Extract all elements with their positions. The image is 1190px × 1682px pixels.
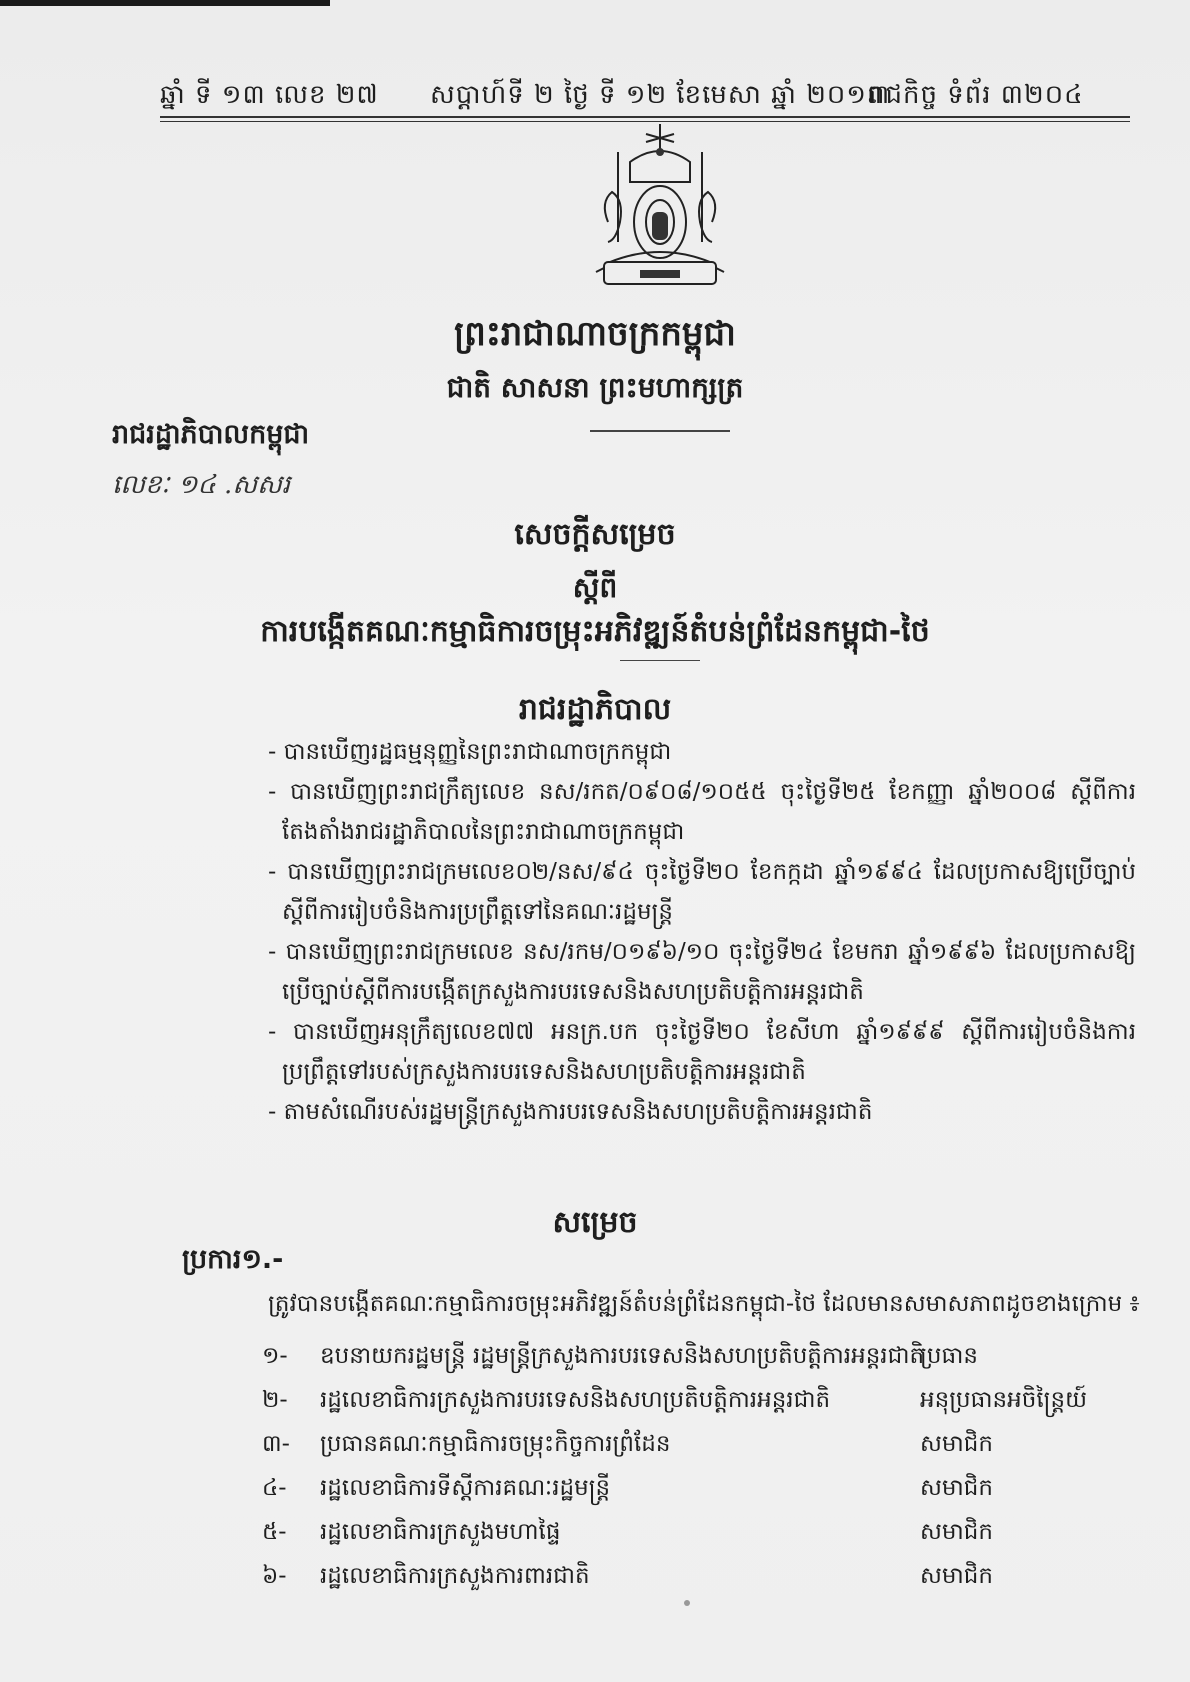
member-role: អនុប្រធានអចិន្ត្រៃយ៍ [920,1386,1087,1413]
member-row [262,1468,1162,1512]
royal-coat-of-arms-icon [590,122,730,302]
member-row [262,1380,1162,1424]
decide-heading: សម្រេច [552,1205,638,1240]
member-row [262,1424,1162,1468]
decision-regarding: ស្តីពី [572,571,618,604]
member-role: សមាជិក [920,1518,993,1545]
gazette-page: រាជកិច្ច ទំព័រ ៣២០៤ [868,80,1084,110]
header-rule [160,116,1130,118]
member-title: រដ្ឋលេខាធិការក្រសួងមហាផ្ទៃ [320,1518,561,1545]
member-title: រដ្ឋលេខាធិការក្រសួងការពារជាតិ [320,1562,590,1589]
scan-speck [684,1600,690,1606]
member-row [262,1512,1162,1556]
kingdom-name: ព្រះរាជាណាចក្រកម្ពុជា [454,314,736,354]
reference-item: - បានឃើញអនុក្រឹត្យលេខ៧៧ អនក្រ.បក ចុះថ្ងៃទី២០ ខែសីហា ឆ្នាំ១៩៩៩ ស្តីពីការរៀបចំនិងការប្រព្រឹត្តទៅរបស់ក្រសួងការបរទេសនិងសហប្រតិបត្តិការអន្តរជាតិ [268,1019,1136,1085]
reference-item: - បានឃើញរដ្ឋធម្មនុញ្ញនៃព្រះរាជាណាចក្រកម្ពុជា [268,739,672,765]
member-row [262,1556,1162,1600]
kingdom-motto: ជាតិ សាសនា ព្រះមហាក្សត្រ [446,371,744,404]
gazette-date: សប្តាហ៍ទី ២ ថ្ងៃ ទី ១២ ខែមេសា ឆ្នាំ ២០១៣ [430,80,891,110]
member-number: ៦- [262,1562,287,1589]
subject-divider [620,660,700,661]
member-number: ៥- [262,1518,287,1545]
decision-subject: ការបង្កើតគណៈកម្មាធិការចម្រុះអភិវឌ្ឍន៍តំបន់ព្រំដែនកម្ពុជា-ថៃ [260,614,930,649]
reference-item: - បានឃើញព្រះរាជក្រមលេខ០២/នស/៩៤ ចុះថ្ងៃទី២០ ខែកក្កដា ឆ្នាំ១៩៩៤ ដែលប្រកាសឱ្យប្រើច្បាប់ស្តីពីការរៀបចំនិងការប្រព្រឹត្តទៅនៃគណៈរដ្ឋមន្ត្រី [268,859,1136,925]
scan-edge [0,0,330,6]
member-row [262,1336,1162,1380]
reference-item: - បានឃើញព្រះរាជក្រឹត្យលេខ នស/រកត/០៩០៨/១០៥៥ ចុះថ្ងៃទី២៥ ខែកញ្ញា ឆ្នាំ២០០៨ ស្តីពីការតែងតាំងរាជរដ្ឋាភិបាលនៃព្រះរាជាណាចក្រកម្ពុជា [268,779,1136,845]
member-title: ប្រធានគណៈកម្មាធិការចម្រុះកិច្ចការព្រំដែន [320,1430,671,1457]
government-heading: រាជរដ្ឋាភិបាល [518,692,672,727]
issuer-name: រាជរដ្ឋាភិបាលកម្ពុជា [112,419,310,450]
member-role: សមាជិក [920,1430,993,1457]
member-title: រដ្ឋលេខាធិការក្រសួងការបរទេសនិងសហប្រតិបត្តិការអន្តរជាតិ [320,1386,831,1413]
article-1-label: ប្រការ១.- [182,1244,284,1275]
member-number: ១- [262,1342,288,1369]
member-title: ឧបនាយករដ្ឋមន្ត្រី រដ្ឋមន្ត្រីក្រសួងការបរទេសនិងសហប្រតិបត្តិការអន្តរជាតិ [320,1342,925,1369]
member-role: ប្រធាន [920,1342,978,1369]
reference-item: - បានឃើញព្រះរាជក្រមលេខ នស/រកម/០១៩៦/១០ ចុះថ្ងៃទី២៤ ខែមករា ឆ្នាំ១៩៩៦ ដែលប្រកាសឱ្យប្រើច្បាប់ស្តីពីការបង្កើតក្រសួងការបរទេសនិងសហប្រតិបត្តិការអន្តរជាតិ [268,939,1136,1005]
article-1-text: ត្រូវបានបង្កើតគណៈកម្មាធិការចម្រុះអភិវឌ្ឍន៍តំបន់ព្រំដែនកម្ពុជា-ថៃ ដែលមានសមាសភាពដូចខាងក្រោម ៖ [268,1291,1140,1317]
member-title: រដ្ឋលេខាធិការទីស្តីការគណៈរដ្ឋមន្ត្រី [320,1474,611,1501]
member-list [262,1336,1162,1600]
gazette-year-issue: ឆ្នាំ ទី ១៣ លេខ ២៧ [160,80,379,110]
ornament-divider [590,430,730,432]
member-role: សមាជិក [920,1474,993,1501]
decision-number: លេខៈ ១៤ .សសរ [112,470,291,500]
member-number: ៤- [262,1474,287,1501]
reference-item: - តាមសំណើរបស់រដ្ឋមន្ត្រីក្រសួងការបរទេសនិងសហប្រតិបត្តិការអន្តរជាតិ [268,1099,873,1125]
member-number: ៣- [262,1430,290,1457]
legal-references [268,732,1136,1132]
decision-title: សេចក្តីសម្រេច [514,517,676,552]
member-number: ២- [262,1386,288,1413]
member-role: សមាជិក [920,1562,993,1589]
